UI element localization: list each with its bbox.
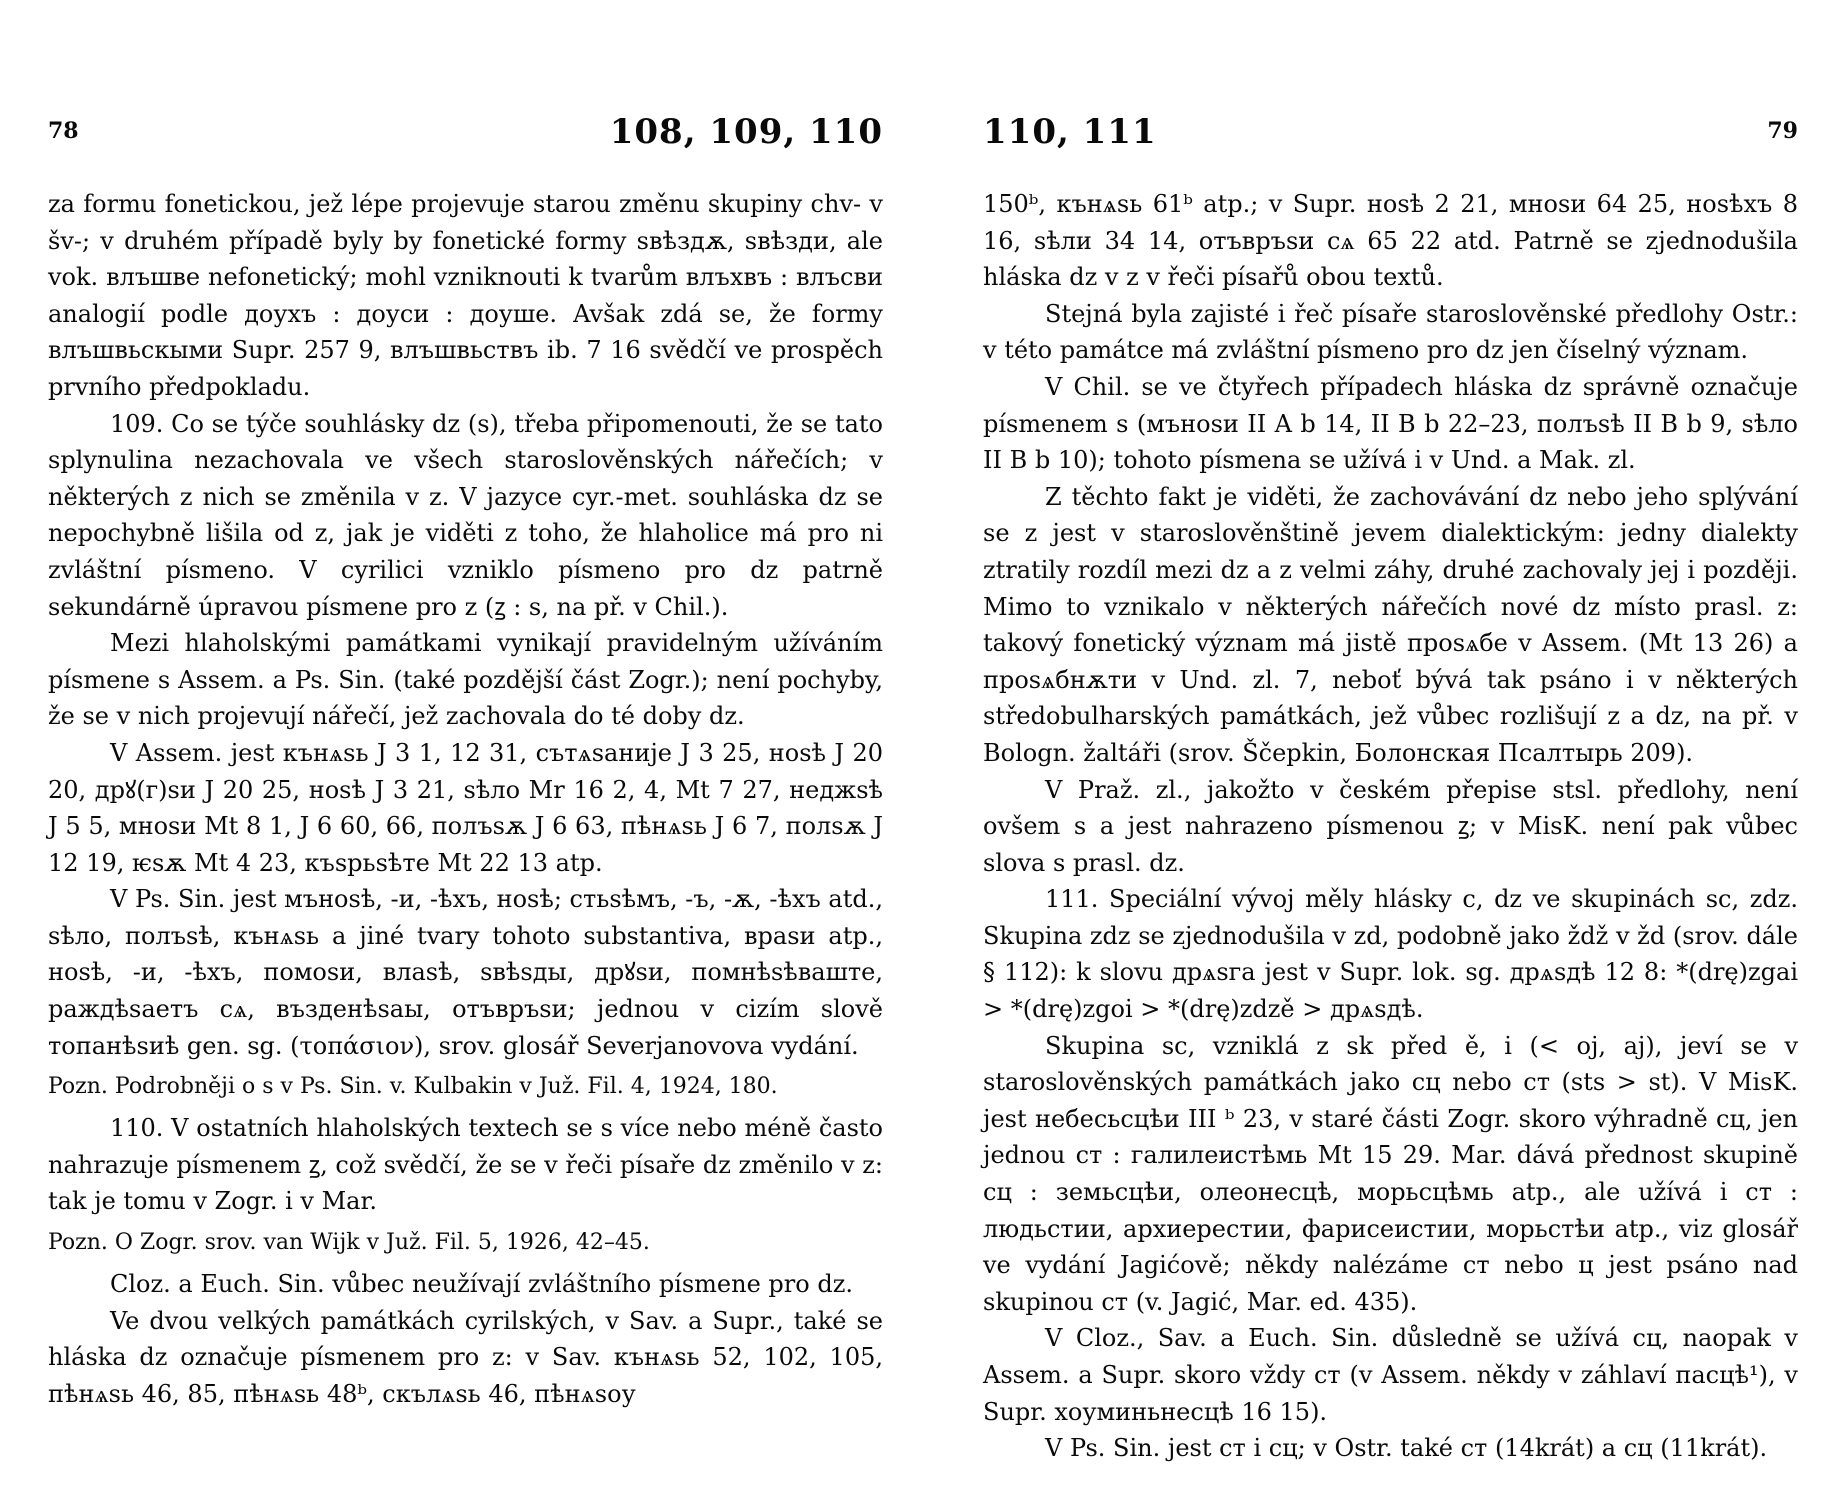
page-number: 79 <box>1767 118 1798 144</box>
right-page-body <box>983 186 1798 1467</box>
left-page-body <box>48 186 883 1412</box>
body-paragraph: za formu fonetickou, jež lépe projevuje starou změnu skupiny chv- v šv-; v druhém případě byly by fonetické formy ѕвѣздѫ, ѕвѣзди, ale vok. влъшве nefonetický; mohl vzniknouti k tvarům влъхвъ : влъсви analogií podle доухъ : доуси : доуше. Avšak zdá se, že formy влъшвьскыми Supr. 257 9, влъшвьствъ ib. 7 16 svědčí ve prospěch prvního předpokladu. <box>48 190 883 401</box>
right-page <box>983 0 1798 1500</box>
body-paragraph: Cloz. a Euch. Sin. vůbec neužívají zvláštního písmene pro dz. <box>110 1270 853 1299</box>
body-paragraph: 109. Co se týče souhlásky dz (ѕ), třeba připomenouti, že se tato splynulina nezachovala ve všech staroslověnských nářečích; v některých z nich se změnila v z. V jazyce cyr.-met. souhláska dz se nepochybně lišila od z, jak je viděti z toho, že hlaholice má pro ni zvláštní písmeno. V cyrilici vzniklo písmeno pro dz patrně sekundárně úpravou písmene pro z (ꙁ : ѕ, na př. v Chil.). <box>48 409 883 621</box>
page-number: 78 <box>48 118 79 144</box>
left-page-header <box>48 112 883 152</box>
body-paragraph: V Assem. jest кънѧѕь J 3 1, 12 31, сътѧѕаније J 3 25, ноѕѣ J 20 20, дрꙋ(г)ѕи J 20 25, ноѕѣ J 3 21, ѕѣло Mr 16 2, 4, Mt 7 27, неджѕѣ J 5 5, мноѕи Mt 8 1, J 6 60, 66, полъѕѫ J 6 63, пѣнѧѕь J 6 7, полѕѫ J 12 19, ѥѕѫ Mt 4 23, къѕрьѕѣте Mt 22 13 atp. <box>48 738 883 877</box>
body-paragraph: V Ps. Sin. jest ст i сц; v Ostr. také ст (14krát) a сц (11krát). <box>1045 1434 1768 1463</box>
body-paragraph: 150ᵇ, кънѧѕь 61ᵇ atp.; v Supr. ноѕѣ 2 21, мноѕи 64 25, ноѕѣхъ 8 16, ѕѣли 34 14, отъвръѕи сѧ 65 22 atd. Patrně se zjednodušila hláska dz v z v řeči písařů obou textů. <box>983 190 1798 292</box>
body-paragraph: Skupina sc, vzniklá z sk před ě, i (< oj, aj), jeví se v staroslověnských památkách jako сц nebo ст (sts > st). V MisK. jest небесьсцѣи III ᵇ 23, v staré části Zogr. skoro výhradně сц, jen jednou ст : галилеистѣмь Mt 15 29. Mar. dává přednost skupině сц : земьсцѣи, олеонесцѣ, морьсцѣмь atp., ale užívá i ст : людьстии, архиерестии, фарисеистии, морьстѣи atp., viz glosář ve vydání Jagićově; někdy nalézáme ст nebo ц jest psáno nad skupinou ст (v. Jagić, Mar. ed. 435). <box>983 1031 1798 1316</box>
body-paragraph: Mezi hlaholskými památkami vynikají pravidelným užíváním písmene ѕ Assem. a Ps. Sin. (také pozdější část Zogr.); není pochyby, že se v nich projevují nářečí, jež zachovala do té doby dz. <box>48 629 883 731</box>
body-paragraph: V Cloz., Sav. a Euch. Sin. důsledně se užívá сц, naopak v Assem. a Supr. skoro vždy ст (v Assem. někdy v záhlaví пасцѣ¹), v Supr. хоуминьнесцѣ 16 15). <box>983 1324 1798 1426</box>
body-paragraph: Stejná byla zajisté i řeč písaře staroslověnské předlohy Ostr.: v této památce má zvláštní písmeno pro dz jen číselný význam. <box>983 299 1798 365</box>
body-paragraph: V Ps. Sin. jest мъноѕѣ, -и, -ѣхъ, ноѕѣ; стьѕѣмъ, -ъ, -ѫ, -ѣхъ atd., ѕѣло, полъѕѣ, кънѧѕь a jiné tvary tohoto substantiva, враѕи atp., ноѕѣ, -и, -ѣхъ, помоѕи, влаѕѣ, ѕвѣѕды, дрꙋѕи, помнѣѕѣваште, раждѣѕаетъ сѧ, възденѣѕаы, отъвръѕи; jednou v cizím slově топанѣѕиѣ gen. sg. (τοπάσιον), srov. glosář Severjanovova vydání. <box>48 885 883 1060</box>
body-paragraph: V Praž. zl., jakožto v českém přepise stsl. předlohy, není ovšem ѕ a jest nahrazeno písmenou ꙁ; v MisK. není pak vůbec slova s prasl. dz. <box>983 775 1798 877</box>
section-numbers: 110, 111 <box>983 112 1157 152</box>
left-page <box>48 0 883 1500</box>
section-numbers: 108, 109, 110 <box>609 112 883 152</box>
footnote-paragraph: Pozn. Podrobněji o ѕ v Ps. Sin. v. Kulbakin v Juž. Fil. 4, 1924, 180. <box>48 1074 778 1100</box>
body-paragraph: 110. V ostatních hlaholských textech se ѕ více nebo méně často nahrazuje písmenem ꙁ, což svědčí, že se v řeči písaře dz změnilo v z: tak je tomu v Zogr. i v Mar. <box>48 1114 883 1216</box>
body-paragraph: 111. Speciální vývoj měly hlásky c, dz ve skupinách sc, zdz. Skupina zdz se zjednodušila v zd, podobně jako ždž v žd (srov. dále § 112): k slovu дрѧѕга jest v Supr. lok. sg. дрѧѕдѣ 12 8: *(drę)zgai > *(drę)zgoi > *(drę)zdzě > дрѧѕдѣ. <box>983 885 1798 1024</box>
body-paragraph: Z těchto fakt je viděti, že zachovávání dz nebo jeho splývání se z jest v staroslověnštině jevem dialektickým: jedny dialekty ztratily rozdíl mezi dz a z velmi záhy, druhé zachovaly jej i později. Mimo to vznikalo v některých nářečích nové dz místo prasl. z: takový fonetický význam má jistě проѕѧбе v Assem. (Mt 13 26) a проѕѧбнѫти v Und. zl. 7, neboť bývá tak psáno i v některých středobulharských památkách, jež vůbec rozlišují z a dz, na př. v Bologn. žaltáři (srov. Ščepkin, Болонская Псалтырь 209). <box>983 482 1798 767</box>
right-page-header <box>983 112 1798 152</box>
body-paragraph: Ve dvou velkých památkách cyrilských, v Sav. a Supr., také se hláska dz označuje písmenem pro z: v Sav. кънѧѕь 52, 102, 105, пѣнѧѕь 46, 85, пѣнѧѕь 48ᵇ, скълѧѕь 46, пѣнѧѕоу <box>48 1306 883 1408</box>
footnote-paragraph: Pozn. O Zogr. srov. van Wijk v Juž. Fil. 5, 1926, 42–45. <box>48 1230 650 1256</box>
body-paragraph: V Chil. se ve čtyřech případech hláska dz správně označuje písmenem ѕ (мъноѕи II A b 14, II B b 22–23, полъѕѣ II B b 9, ѕѣло II B b 10); tohoto písmena se užívá i v Und. a Mak. zl. <box>983 372 1798 475</box>
